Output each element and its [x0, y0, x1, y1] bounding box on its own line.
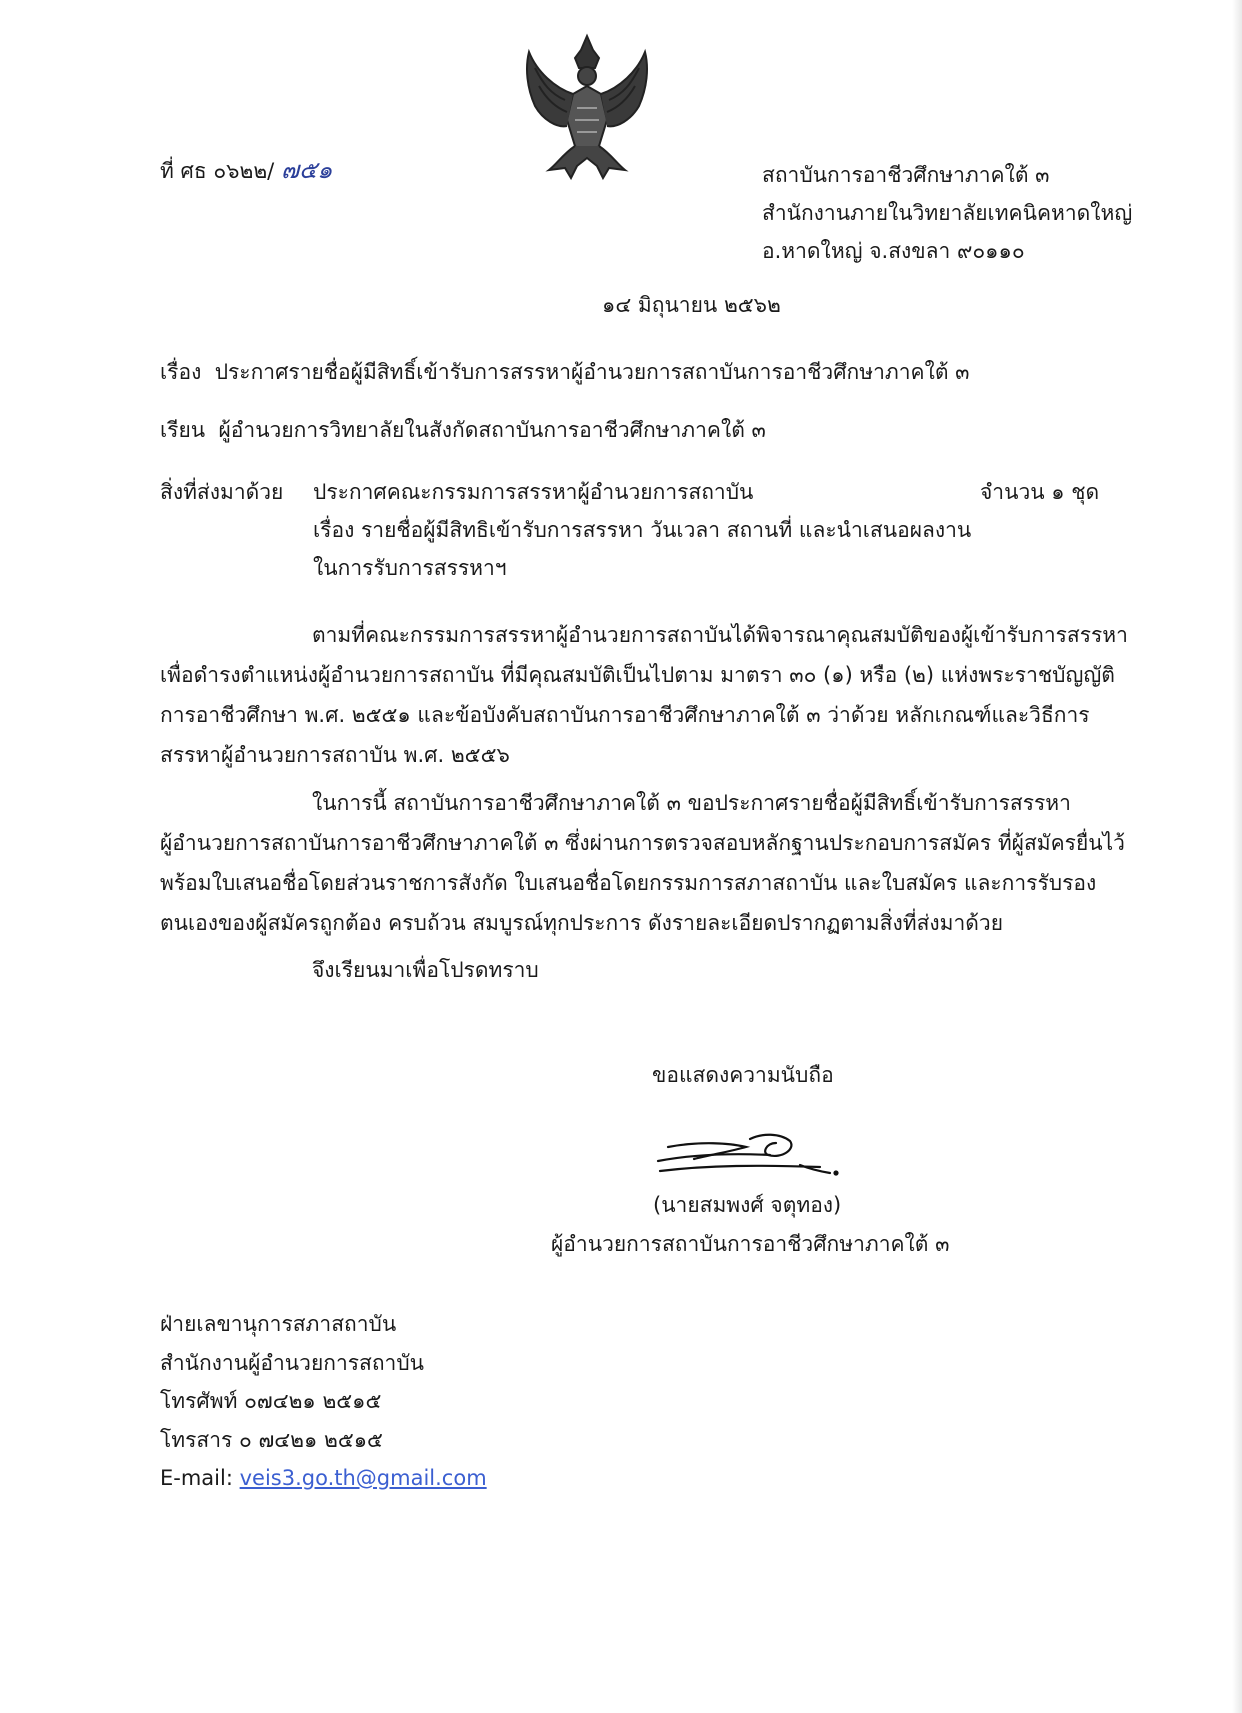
paragraph-2-line: ในการนี้ สถาบันการอาชีวศึกษาภาคใต้ ๓ ขอประกาศรายชื่อผู้มีสิทธิ์เข้ารับการสรรหา — [312, 791, 1071, 815]
salutation: ขอแสดงความนับถือ — [652, 1063, 834, 1087]
enclosure-line-2: เรื่อง รายชื่อผู้มีสิทธิเข้ารับการสรรหา วันเวลา สถานที่ และนำเสนอผลงาน — [313, 518, 972, 542]
letter-date: ๑๔ มิถุนายน ๒๕๖๒ — [602, 293, 781, 317]
enclosure-line-1: ประกาศคณะกรรมการสรรหาผู้อำนวยการสถาบัน — [313, 480, 754, 504]
footer-fax: โทรสาร ๐ ๗๔๒๑ ๒๕๑๕ — [160, 1428, 383, 1452]
reference-number — [160, 156, 332, 185]
signature-mark-icon — [650, 1125, 850, 1185]
enclosure-quantity: จำนวน ๑ ชุด — [980, 480, 1100, 504]
email-label: E-mail: — [160, 1466, 233, 1490]
paragraph-2-line: พร้อมใบเสนอชื่อโดยส่วนราชการสังกัด ใบเสนอชื่อโดยกรรมการสภาสถาบัน และใบสมัคร และการรับรอง — [160, 871, 1097, 895]
paragraph-1-line: สรรหาผู้อำนวยการสถาบัน พ.ศ. ๒๕๕๖ — [160, 743, 510, 767]
sender-line-3: อ.หาดใหญ่ จ.สงขลา ๙๐๑๑๐ — [762, 239, 1025, 263]
addressee-label: เรียน — [160, 418, 206, 442]
paragraph-1-line: เพื่อดำรงตำแหน่งผู้อำนวยการสถาบัน ที่มีคุณสมบัติเป็นไปตาม มาตรา ๓๐ (๑) หรือ (๒) แห่งพระราชบัญญัติ — [160, 663, 1115, 687]
paragraph-1-line: การอาชีวศึกษา พ.ศ. ๒๕๕๑ และข้อบังคับสถาบันการอาชีวศึกษาภาคใต้ ๓ ว่าด้วย หลักเกณฑ์และวิธีการ — [160, 703, 1090, 727]
addressee — [160, 418, 766, 443]
paragraph-1 — [160, 615, 1128, 775]
subject — [160, 360, 970, 385]
paragraph-2-line: ผู้อำนวยการสถาบันการอาชีวศึกษาภาคใต้ ๓ ซึ่งผ่านการตรวจสอบหลักฐานประกอบการสมัคร ที่ผู้สมัครยื่นไว้ — [160, 831, 1125, 855]
sender-line-1: สถาบันการอาชีวศึกษาภาคใต้ ๓ — [762, 163, 1050, 187]
paragraph-2-line: ตนเองของผู้สมัครถูกต้อง ครบถ้วน สมบูรณ์ทุกประการ ดังรายละเอียดปรากฏตามสิ่งที่ส่งมาด้วย — [160, 911, 1004, 935]
signer-position: ผู้อำนวยการสถาบันการอาชีวศึกษาภาคใต้ ๓ — [551, 1232, 950, 1256]
subject-label: เรื่อง — [160, 360, 202, 384]
reference-handwritten-number: ๗๕๑ — [280, 156, 333, 184]
footer-email — [160, 1466, 487, 1491]
addressee-text: ผู้อำนวยการวิทยาลัยในสังกัดสถาบันการอาชีวศึกษาภาคใต้ ๓ — [218, 418, 766, 442]
sender-address — [762, 156, 1132, 270]
reference-prefix: ที่ ศธ ๐๖๒๒/ — [160, 159, 275, 183]
page-edge-shadow — [1232, 0, 1242, 1713]
closing-request: จึงเรียนมาเพื่อโปรดทราบ — [312, 958, 539, 982]
footer-office: สำนักงานผู้อำนวยการสถาบัน — [160, 1351, 425, 1375]
footer-department: ฝ่ายเลขานุการสภาสถาบัน — [160, 1312, 397, 1336]
email-link[interactable]: veis3.go.th@gmail.com — [239, 1466, 487, 1490]
paragraph-2 — [160, 783, 1125, 943]
footer-phone: โทรศัพท์ ๐๗๔๒๑ ๒๕๑๕ — [160, 1389, 382, 1413]
garuda-emblem-icon — [515, 28, 660, 188]
sender-line-2: สำนักงานภายในวิทยาลัยเทคนิคหาดใหญ่ — [762, 201, 1133, 225]
enclosure-line-3: ในการรับการสรรหาฯ — [313, 556, 507, 580]
signer-name: (นายสมพงศ์ จตุทอง) — [653, 1193, 842, 1217]
subject-text: ประกาศรายชื่อผู้มีสิทธิ์เข้ารับการสรรหาผู้อำนวยการสถาบันการอาชีวศึกษาภาคใต้ ๓ — [214, 360, 970, 384]
paragraph-1-line: ตามที่คณะกรรมการสรรหาผู้อำนวยการสถาบันได้พิจารณาคุณสมบัติของผู้เข้ารับการสรรหา — [312, 623, 1128, 647]
enclosure-label: สิ่งที่ส่งมาด้วย — [160, 480, 284, 504]
